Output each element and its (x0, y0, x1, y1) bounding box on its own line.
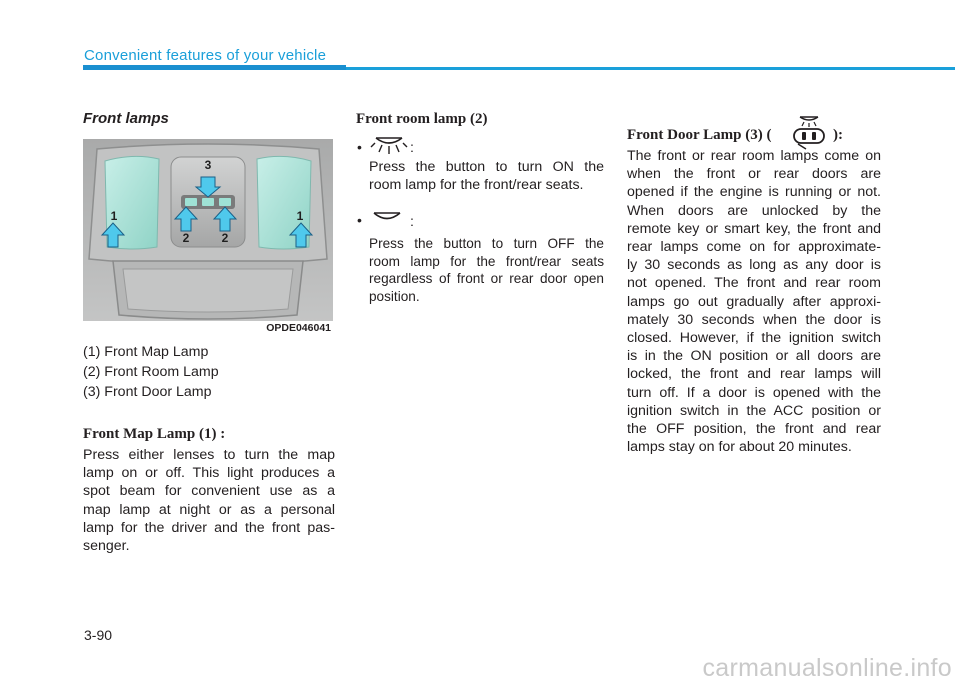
callout-2-right: 2 (221, 231, 229, 245)
front-door-lamp-heading-start: Front Door Lamp (3) ( (627, 127, 772, 143)
bullet-on-colon: : (410, 140, 414, 156)
header-tab-accent (83, 65, 346, 70)
callout-2-left: 2 (182, 231, 190, 245)
front-lamps-figure (83, 139, 333, 336)
front-door-lamp-text: The front or rear room lamps come on when the front or rear doors are opened if the engine is running or not. When doors are unlocked by the remote key or smart key, the front and rear lamps come on for approximate- ly 30 seconds as long as any door is not opened. The front and rear room lamps go out gradually after approxi- mately 30 seconds when the door is closed. However, if the ignition switch is in the ON position or all doors are locked, the front and rear lamps will turn off. If a door is opened with the ignition switch in the ACC position or the OFF position, the front and rear lamps stay on for about 20 minutes. (627, 148, 881, 456)
front-room-lamp-heading: Front room lamp (2) (356, 111, 488, 127)
callout-3: 3 (204, 158, 212, 172)
overhead-console-illustration (83, 139, 333, 336)
figure-code: OPDE046041 (266, 322, 331, 334)
room-lamp-off-text: Press the button to turn OFF the room lamp for the front/rear seats regardless of front or rear door open position. (369, 236, 604, 304)
figure-code-strip (83, 321, 333, 336)
bullet-off-colon: : (410, 214, 414, 230)
front-map-lamp-text: Press either lenses to turn the map lamp on or off. This light produces a spot beam for convenient use as a map lamp at night or as a personal lamp for the driver and the front pas- senger. (83, 447, 335, 555)
room-lamp-on-text: Press the button to turn ON the room lamp for the front/rear seats. (369, 159, 604, 194)
legend-item-2: (2) Front Room Lamp (83, 364, 219, 380)
front-map-lamp-heading: Front Map Lamp (1) : (83, 426, 226, 442)
callout-1-right: 1 (296, 209, 304, 223)
front-lamps-heading: Front lamps (83, 110, 169, 127)
room-lamp-on-icon (370, 132, 408, 156)
room-lamp-off-icon (368, 208, 406, 226)
front-door-lamp-heading-end: ): (833, 127, 843, 143)
door-lamp-icon (788, 113, 830, 151)
legend-item-3: (3) Front Door Lamp (83, 384, 212, 400)
bullet-off: • (357, 212, 362, 228)
section-header: Convenient features of your vehicle (84, 47, 327, 64)
callout-1-left: 1 (110, 209, 118, 223)
watermark: carmanualsonline.info (702, 654, 952, 682)
page-number: 3-90 (84, 627, 113, 643)
legend-item-1: (1) Front Map Lamp (83, 344, 209, 360)
bullet-on: • (357, 139, 362, 155)
